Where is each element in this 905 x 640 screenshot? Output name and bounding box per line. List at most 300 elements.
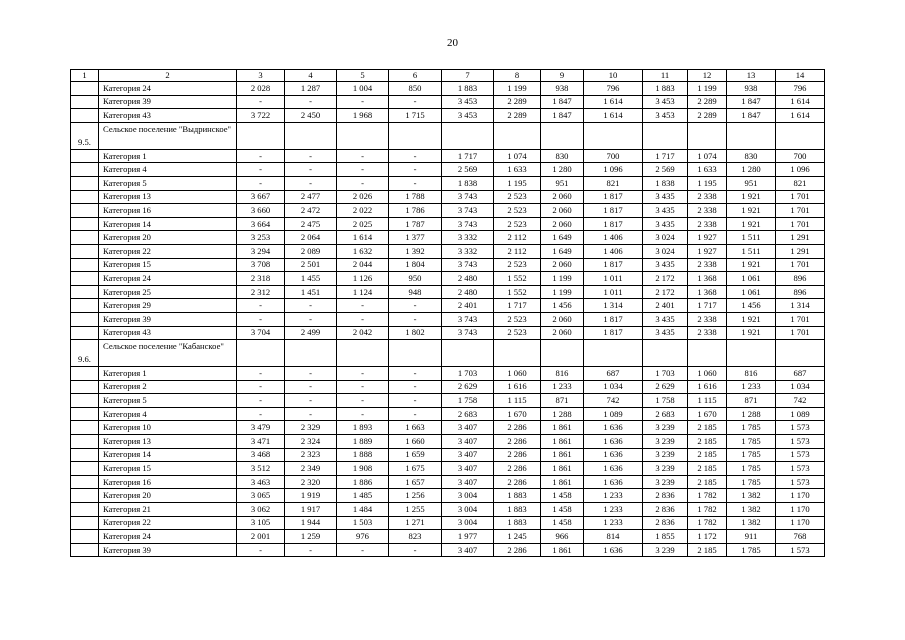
value-cell: 871: [541, 394, 584, 408]
value-cell: 1 314: [776, 299, 825, 313]
value-cell: -: [389, 149, 442, 163]
value-cell: -: [285, 407, 337, 421]
value-cell: 896: [776, 272, 825, 286]
value-cell: 1 455: [285, 272, 337, 286]
value-cell: -: [237, 176, 285, 190]
value-cell: 1 233: [584, 489, 643, 503]
value-cell: 1 089: [776, 407, 825, 421]
column-number: 6: [389, 70, 442, 82]
value-cell: 1 288: [541, 407, 584, 421]
value-cell: 1 382: [727, 489, 776, 503]
column-number: 12: [688, 70, 727, 82]
value-cell: 1 908: [337, 462, 389, 476]
category-label: Категория 1: [99, 367, 237, 381]
value-cell: 3 024: [643, 231, 688, 245]
table-row: [71, 421, 825, 435]
value-cell: -: [285, 163, 337, 177]
column-number: 3: [237, 70, 285, 82]
value-cell: 1 287: [285, 82, 337, 96]
value-cell: 3 065: [237, 489, 285, 503]
value-cell: -: [285, 380, 337, 394]
value-cell: 1 657: [389, 475, 442, 489]
value-cell: 1 817: [584, 204, 643, 218]
value-cell: [389, 122, 442, 149]
value-cell: 951: [541, 176, 584, 190]
value-cell: 2 523: [494, 204, 541, 218]
value-cell: 1 838: [442, 176, 494, 190]
value-cell: 2 320: [285, 475, 337, 489]
value-cell: -: [389, 543, 442, 557]
value-cell: 1 011: [584, 285, 643, 299]
value-cell: 1 170: [776, 489, 825, 503]
value-cell: [776, 340, 825, 367]
table-row: [71, 312, 825, 326]
value-cell: 1 802: [389, 326, 442, 340]
value-cell: 3 239: [643, 448, 688, 462]
row-number: [71, 176, 99, 190]
value-cell: 2 286: [494, 448, 541, 462]
value-cell: 3 253: [237, 231, 285, 245]
row-number: [71, 380, 99, 394]
row-number: [71, 407, 99, 421]
value-cell: 3 239: [643, 462, 688, 476]
value-cell: [643, 122, 688, 149]
value-cell: 2 060: [541, 217, 584, 231]
value-cell: 2 289: [688, 95, 727, 109]
value-cell: 1 636: [584, 475, 643, 489]
category-label: Категория 39: [99, 95, 237, 109]
value-cell: 1 817: [584, 258, 643, 272]
value-cell: 1 633: [494, 163, 541, 177]
value-cell: 1 458: [541, 503, 584, 517]
value-cell: -: [337, 95, 389, 109]
value-cell: 1 126: [337, 272, 389, 286]
column-number: 1: [71, 70, 99, 82]
settlement-name: Сельское поселение "Кабанское": [99, 340, 237, 367]
value-cell: 816: [541, 367, 584, 381]
category-label: Категория 24: [99, 530, 237, 544]
value-cell: 2 044: [337, 258, 389, 272]
value-cell: 1 233: [584, 516, 643, 530]
value-cell: 1 573: [776, 448, 825, 462]
category-label: Категория 15: [99, 462, 237, 476]
value-cell: 1 060: [688, 367, 727, 381]
value-cell: 1 883: [494, 503, 541, 517]
value-cell: 850: [389, 82, 442, 96]
value-cell: 1 847: [541, 95, 584, 109]
value-cell: 2 112: [494, 244, 541, 258]
value-cell: 1 847: [727, 95, 776, 109]
value-cell: 3 453: [643, 109, 688, 123]
value-cell: -: [337, 407, 389, 421]
value-cell: [643, 340, 688, 367]
value-cell: [285, 340, 337, 367]
value-cell: 1 838: [643, 176, 688, 190]
value-cell: 1 503: [337, 516, 389, 530]
category-label: Категория 5: [99, 176, 237, 190]
value-cell: 768: [776, 530, 825, 544]
table-row: [71, 163, 825, 177]
value-cell: 1 636: [584, 543, 643, 557]
value-cell: 2 060: [541, 312, 584, 326]
category-label: Категория 2: [99, 380, 237, 394]
value-cell: 1 817: [584, 326, 643, 340]
value-cell: 1 817: [584, 312, 643, 326]
value-cell: 1 096: [776, 163, 825, 177]
value-cell: -: [237, 407, 285, 421]
value-cell: 1 245: [494, 530, 541, 544]
category-label: Категория 39: [99, 312, 237, 326]
value-cell: 1 817: [584, 190, 643, 204]
table-row: [71, 435, 825, 449]
value-cell: 1 484: [337, 503, 389, 517]
table-row: [71, 448, 825, 462]
value-cell: [337, 340, 389, 367]
value-cell: [285, 122, 337, 149]
table-row: [71, 326, 825, 340]
table-row: [71, 149, 825, 163]
value-cell: 2 401: [643, 299, 688, 313]
value-cell: -: [237, 95, 285, 109]
value-cell: 1 573: [776, 462, 825, 476]
value-cell: 1 886: [337, 475, 389, 489]
table-row: [71, 394, 825, 408]
value-cell: 3 294: [237, 244, 285, 258]
category-label: Категория 14: [99, 448, 237, 462]
value-cell: -: [389, 176, 442, 190]
value-cell: 796: [776, 82, 825, 96]
value-cell: 2 022: [337, 204, 389, 218]
value-cell: 896: [776, 285, 825, 299]
value-cell: 1 552: [494, 285, 541, 299]
tariff-table: [70, 69, 825, 557]
value-cell: 2 286: [494, 475, 541, 489]
value-cell: 1 804: [389, 258, 442, 272]
value-cell: 2 338: [688, 204, 727, 218]
value-cell: 3 332: [442, 231, 494, 245]
value-cell: 3 743: [442, 204, 494, 218]
value-cell: 966: [541, 530, 584, 544]
table-row: [71, 244, 825, 258]
row-number: [71, 272, 99, 286]
value-cell: 1 675: [389, 462, 442, 476]
value-cell: 976: [337, 530, 389, 544]
value-cell: 1 060: [494, 367, 541, 381]
value-cell: 2 026: [337, 190, 389, 204]
value-cell: 3 708: [237, 258, 285, 272]
value-cell: 700: [776, 149, 825, 163]
row-number: [71, 394, 99, 408]
value-cell: 3 004: [442, 516, 494, 530]
value-cell: -: [389, 95, 442, 109]
value-cell: 1 917: [285, 503, 337, 517]
value-cell: -: [285, 367, 337, 381]
value-cell: 2 185: [688, 448, 727, 462]
value-cell: 3 743: [442, 258, 494, 272]
value-cell: 2 185: [688, 462, 727, 476]
value-cell: 2 329: [285, 421, 337, 435]
value-cell: 3 435: [643, 326, 688, 340]
value-cell: -: [237, 149, 285, 163]
value-cell: 3 667: [237, 190, 285, 204]
value-cell: 3 435: [643, 258, 688, 272]
value-cell: 3 479: [237, 421, 285, 435]
value-cell: 1 074: [494, 149, 541, 163]
value-cell: 3 743: [442, 312, 494, 326]
category-label: Категория 25: [99, 285, 237, 299]
value-cell: 1 573: [776, 435, 825, 449]
value-cell: -: [285, 176, 337, 190]
value-cell: 2 172: [643, 285, 688, 299]
value-cell: -: [237, 543, 285, 557]
row-number: [71, 82, 99, 96]
section-row: [71, 122, 825, 149]
table-row: [71, 82, 825, 96]
category-label: Категория 22: [99, 516, 237, 530]
value-cell: -: [337, 299, 389, 313]
value-cell: 3 239: [643, 543, 688, 557]
value-cell: 2 025: [337, 217, 389, 231]
column-number: 8: [494, 70, 541, 82]
value-cell: 1 703: [643, 367, 688, 381]
category-label: Категория 21: [99, 503, 237, 517]
value-cell: 1 614: [584, 95, 643, 109]
value-cell: 1 883: [494, 516, 541, 530]
category-label: Категория 13: [99, 190, 237, 204]
value-cell: 1 636: [584, 448, 643, 462]
value-cell: 2 836: [643, 489, 688, 503]
value-cell: 2 349: [285, 462, 337, 476]
value-cell: 1 888: [337, 448, 389, 462]
value-cell: -: [237, 367, 285, 381]
value-cell: -: [337, 163, 389, 177]
value-cell: 1 927: [688, 231, 727, 245]
value-cell: 1 256: [389, 489, 442, 503]
value-cell: -: [337, 149, 389, 163]
value-cell: 1 074: [688, 149, 727, 163]
value-cell: -: [389, 312, 442, 326]
value-cell: 1 280: [541, 163, 584, 177]
category-label: Категория 16: [99, 475, 237, 489]
category-label: Категория 14: [99, 217, 237, 231]
value-cell: 1 511: [727, 244, 776, 258]
category-label: Категория 39: [99, 543, 237, 557]
value-cell: 1 758: [643, 394, 688, 408]
value-cell: 1 291: [776, 244, 825, 258]
table-row: [71, 258, 825, 272]
row-number: [71, 109, 99, 123]
value-cell: 2 001: [237, 530, 285, 544]
value-cell: 871: [727, 394, 776, 408]
value-cell: 2 836: [643, 503, 688, 517]
value-cell: 823: [389, 530, 442, 544]
value-cell: 1 291: [776, 231, 825, 245]
value-cell: 1 785: [727, 435, 776, 449]
value-cell: -: [237, 163, 285, 177]
value-cell: 1 861: [541, 543, 584, 557]
category-label: Категория 43: [99, 326, 237, 340]
row-number: [71, 421, 99, 435]
value-cell: 1 614: [776, 109, 825, 123]
value-cell: 1 089: [584, 407, 643, 421]
column-number: 5: [337, 70, 389, 82]
value-cell: 1 701: [776, 312, 825, 326]
value-cell: 3 332: [442, 244, 494, 258]
value-cell: 2 089: [285, 244, 337, 258]
value-cell: 1 314: [584, 299, 643, 313]
value-cell: 3 407: [442, 543, 494, 557]
value-cell: 2 060: [541, 258, 584, 272]
value-cell: 2 323: [285, 448, 337, 462]
value-cell: 3 468: [237, 448, 285, 462]
value-cell: 2 501: [285, 258, 337, 272]
column-number: 9: [541, 70, 584, 82]
value-cell: 2 475: [285, 217, 337, 231]
value-cell: 1 170: [776, 516, 825, 530]
value-cell: 1 785: [727, 421, 776, 435]
category-label: Категория 4: [99, 407, 237, 421]
row-number: [71, 244, 99, 258]
value-cell: 2 523: [494, 326, 541, 340]
value-cell: [584, 122, 643, 149]
value-cell: 1 271: [389, 516, 442, 530]
row-number: [71, 204, 99, 218]
value-cell: 1 921: [727, 204, 776, 218]
value-cell: 1 785: [727, 462, 776, 476]
value-cell: 1 195: [494, 176, 541, 190]
value-cell: 1 124: [337, 285, 389, 299]
value-cell: 1 883: [643, 82, 688, 96]
value-cell: 2 289: [494, 109, 541, 123]
value-cell: 1 485: [337, 489, 389, 503]
value-cell: 1 614: [337, 231, 389, 245]
table-row: [71, 109, 825, 123]
category-label: Категория 43: [99, 109, 237, 123]
value-cell: 3 664: [237, 217, 285, 231]
category-label: Категория 16: [99, 204, 237, 218]
value-cell: 742: [776, 394, 825, 408]
table-row: [71, 543, 825, 557]
value-cell: 3 407: [442, 421, 494, 435]
value-cell: 1 233: [541, 380, 584, 394]
value-cell: 3 024: [643, 244, 688, 258]
page-number: 20: [447, 37, 458, 49]
row-number: 9.5.: [71, 122, 99, 149]
value-cell: 3 435: [643, 190, 688, 204]
value-cell: 2 523: [494, 258, 541, 272]
value-cell: -: [337, 367, 389, 381]
value-cell: 1 787: [389, 217, 442, 231]
value-cell: 3 743: [442, 190, 494, 204]
table-row: [71, 503, 825, 517]
value-cell: 938: [541, 82, 584, 96]
row-number: [71, 475, 99, 489]
value-cell: -: [237, 299, 285, 313]
value-cell: 1 670: [494, 407, 541, 421]
value-cell: 1 034: [776, 380, 825, 394]
value-cell: 1 115: [688, 394, 727, 408]
value-cell: 1 782: [688, 489, 727, 503]
value-cell: 3 435: [643, 204, 688, 218]
value-cell: 1 701: [776, 258, 825, 272]
value-cell: [727, 122, 776, 149]
value-cell: 1 715: [389, 109, 442, 123]
value-cell: 1 406: [584, 231, 643, 245]
value-cell: 830: [541, 149, 584, 163]
value-cell: -: [337, 380, 389, 394]
value-cell: -: [285, 149, 337, 163]
value-cell: 3 407: [442, 475, 494, 489]
value-cell: 1 573: [776, 475, 825, 489]
value-cell: -: [389, 394, 442, 408]
value-cell: 1 785: [727, 475, 776, 489]
value-cell: -: [285, 312, 337, 326]
value-cell: 3 435: [643, 217, 688, 231]
value-cell: 1 259: [285, 530, 337, 544]
value-cell: 1 855: [643, 530, 688, 544]
value-cell: 1 382: [727, 516, 776, 530]
value-cell: 1 649: [541, 244, 584, 258]
row-number: [71, 95, 99, 109]
category-label: Категория 20: [99, 489, 237, 503]
value-cell: -: [389, 367, 442, 381]
value-cell: 2 523: [494, 312, 541, 326]
value-cell: 1 670: [688, 407, 727, 421]
value-cell: 1 921: [727, 312, 776, 326]
value-cell: 816: [727, 367, 776, 381]
value-cell: 2 185: [688, 543, 727, 557]
value-cell: 1 883: [494, 489, 541, 503]
value-cell: [776, 122, 825, 149]
category-label: Категория 20: [99, 231, 237, 245]
value-cell: 1 861: [541, 435, 584, 449]
value-cell: 1 458: [541, 489, 584, 503]
row-number: [71, 530, 99, 544]
value-cell: 2 312: [237, 285, 285, 299]
table-row: [71, 272, 825, 286]
value-cell: 1 280: [727, 163, 776, 177]
value-cell: 1 614: [584, 109, 643, 123]
value-cell: 3 453: [643, 95, 688, 109]
row-number: [71, 285, 99, 299]
value-cell: -: [237, 312, 285, 326]
value-cell: [688, 122, 727, 149]
row-number: [71, 489, 99, 503]
value-cell: 2 683: [442, 407, 494, 421]
column-number: 11: [643, 70, 688, 82]
row-number: [71, 503, 99, 517]
table-row: [71, 367, 825, 381]
value-cell: 1 633: [688, 163, 727, 177]
value-cell: 1 919: [285, 489, 337, 503]
table-row: [71, 299, 825, 313]
value-cell: -: [285, 95, 337, 109]
value-cell: 1 883: [442, 82, 494, 96]
value-cell: 2 318: [237, 272, 285, 286]
value-cell: 2 523: [494, 217, 541, 231]
value-cell: 938: [727, 82, 776, 96]
value-cell: -: [285, 543, 337, 557]
row-number: [71, 231, 99, 245]
value-cell: 2 289: [688, 109, 727, 123]
value-cell: 2 286: [494, 421, 541, 435]
category-label: Категория 24: [99, 82, 237, 96]
value-cell: 1 861: [541, 421, 584, 435]
value-cell: 2 499: [285, 326, 337, 340]
value-cell: 1 096: [584, 163, 643, 177]
column-number: 13: [727, 70, 776, 82]
value-cell: 3 722: [237, 109, 285, 123]
